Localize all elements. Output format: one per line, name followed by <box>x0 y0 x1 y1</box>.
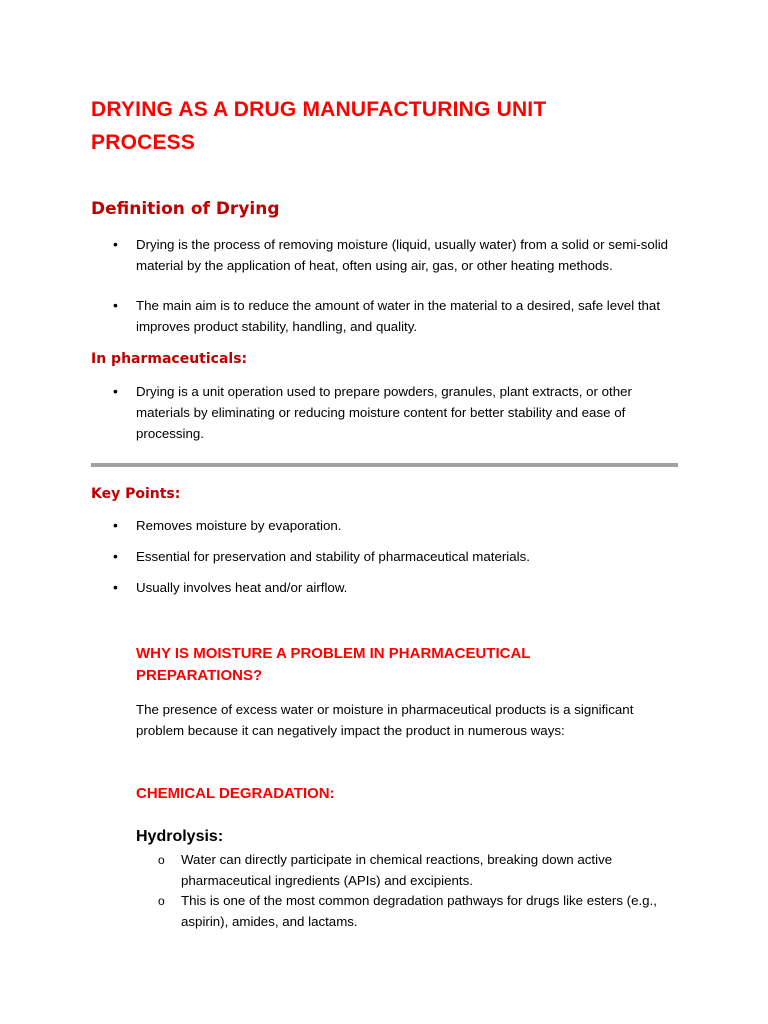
chemical-degradation-heading: CHEMICAL DEGRADATION: <box>136 785 335 802</box>
list-item: • Drying is the process of removing moisture (liquid, usually water) from a solid or semi-solid material by the application of heat, often using air, gas, or other heating methods. <box>91 234 681 276</box>
horizontal-divider <box>91 463 678 467</box>
list-item: • Drying is a unit operation used to prepare powders, granules, plant extracts, or other materials by eliminating or reducing moisture content for better stability and ease of processing. <box>91 381 681 444</box>
list-item: • Essential for preservation and stability of pharmaceutical materials. <box>91 546 681 567</box>
definition-list <box>91 234 681 337</box>
key-points-list <box>91 515 681 598</box>
key-points-heading: Key Points: <box>91 486 181 502</box>
pharmaceuticals-heading: In pharmaceuticals: <box>91 351 248 367</box>
list-item: • Usually involves heat and/or airflow. <box>91 577 681 598</box>
definition-heading: Definition of Drying <box>91 199 280 219</box>
list-item: • Removes moisture by evaporation. <box>91 515 681 536</box>
document-title: DRYING AS A DRUG MANUFACTURING UNIT PROCESS <box>91 98 547 154</box>
hydrolysis-heading: Hydrolysis: <box>136 828 224 845</box>
list-item: o This is one of the most common degradation pathways for drugs like esters (e.g., aspirin), amides, and lactams. <box>136 891 681 932</box>
moisture-paragraph: The presence of excess water or moisture in pharmaceutical products is a significant problem because it can negatively impact the product in numerous ways: <box>136 702 634 738</box>
pharmaceuticals-list <box>91 381 681 444</box>
list-item: o Water can directly participate in chemical reactions, breaking down active pharmaceutical ingredients (APIs) and excipients. <box>136 850 681 891</box>
moisture-heading: WHY IS MOISTURE A PROBLEM IN PHARMACEUTICAL PREPARATIONS? <box>136 645 531 684</box>
hydrolysis-list <box>136 850 681 932</box>
list-item: • The main aim is to reduce the amount of water in the material to a desired, safe level that improves product stability, handling, and quality. <box>91 295 681 337</box>
